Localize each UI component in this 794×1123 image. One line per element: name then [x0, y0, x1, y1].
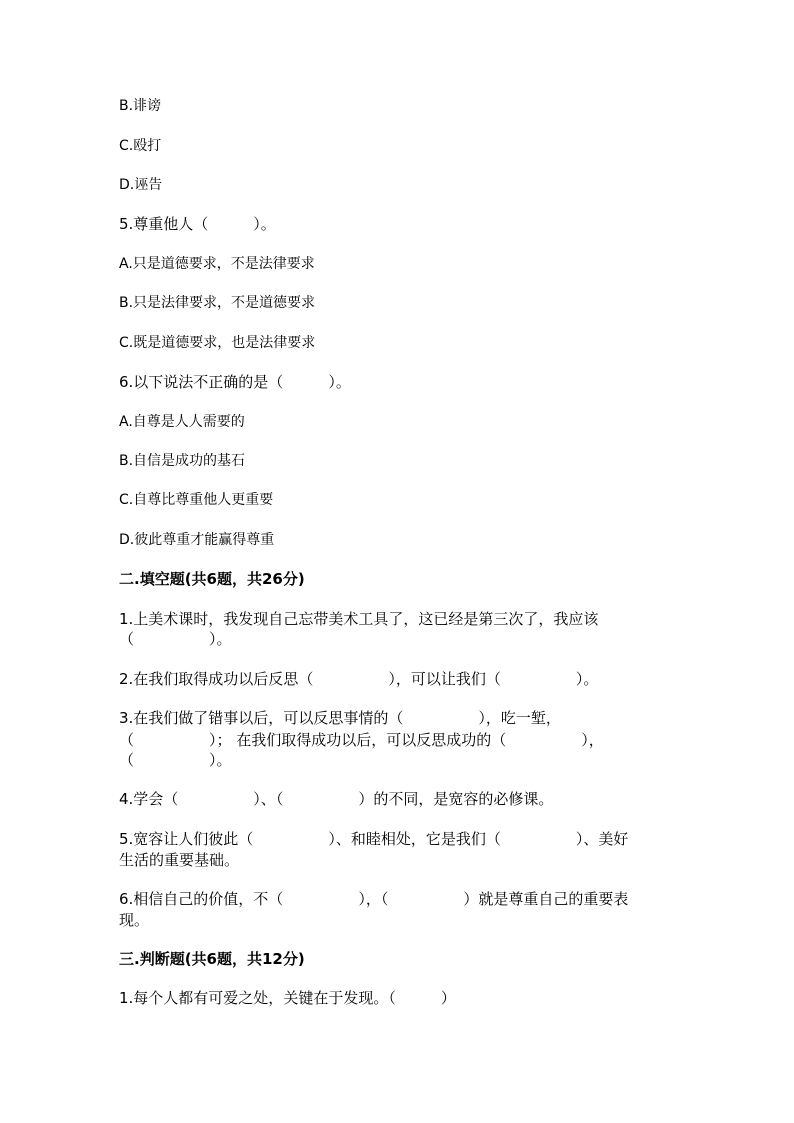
fill-q3-line1: 3.在我们做了错事以后，可以反思事情的（ ），吃一堑， — [119, 709, 561, 727]
fill-q3-line2: （ ）； 在我们取得成功以后，可以反思成功的（ ）， — [119, 731, 604, 749]
q6-stem: 6.以下说法不正确的是（ ）。 — [119, 373, 351, 391]
q4-option-d: D.诬告 — [119, 177, 163, 193]
fill-q6-line1: 6.相信自己的价值，不（ ），（ ）就是尊重自己的重要表 — [119, 890, 629, 908]
q6-option-a: A.自尊是人人需要的 — [119, 414, 245, 430]
q6-option-d: D.彼此尊重才能赢得尊重 — [119, 532, 275, 548]
fill-q2: 2.在我们取得成功以后反思（ ），可以让我们（ ）。 — [119, 670, 599, 688]
fill-q1-line2: （ ）。 — [119, 630, 232, 648]
section-2-title: 二.填空题(共6题，共26分) — [119, 570, 305, 588]
q6-option-b: B.自信是成功的基石 — [119, 453, 246, 469]
fill-q3-line3: （ ）。 — [119, 751, 232, 769]
section-3-title: 三.判断题(共6题，共12分) — [119, 950, 305, 968]
fill-q1-line1: 1.上美术课时，我发现自己忘带美术工具了，这已经是第三次了，我应该 — [119, 610, 599, 628]
fill-q6-line2: 现。 — [119, 911, 150, 929]
fill-q5-line2: 生活的重要基础。 — [119, 851, 240, 869]
q5-option-c: C.既是道德要求，也是法律要求 — [119, 335, 316, 351]
q5-stem: 5.尊重他人（ ）。 — [119, 215, 276, 233]
fill-q4: 4.学会（ ）、（ ）的不同，是宽容的必修课。 — [119, 790, 554, 808]
q5-option-a: A.只是道德要求，不是法律要求 — [119, 256, 315, 272]
q5-option-b: B.只是法律要求，不是道德要求 — [119, 295, 316, 311]
judge-q1: 1.每个人都有可爱之处，关键在于发现。（ ） — [119, 989, 456, 1007]
q4-option-c: C.殴打 — [119, 138, 162, 154]
q6-option-c: C.自尊比尊重他人更重要 — [119, 492, 274, 508]
fill-q5-line1: 5.宽容让人们彼此（ ）、和睦相处，它是我们（ ）、美好 — [119, 830, 629, 848]
q4-option-b: B.诽谤 — [119, 98, 162, 114]
